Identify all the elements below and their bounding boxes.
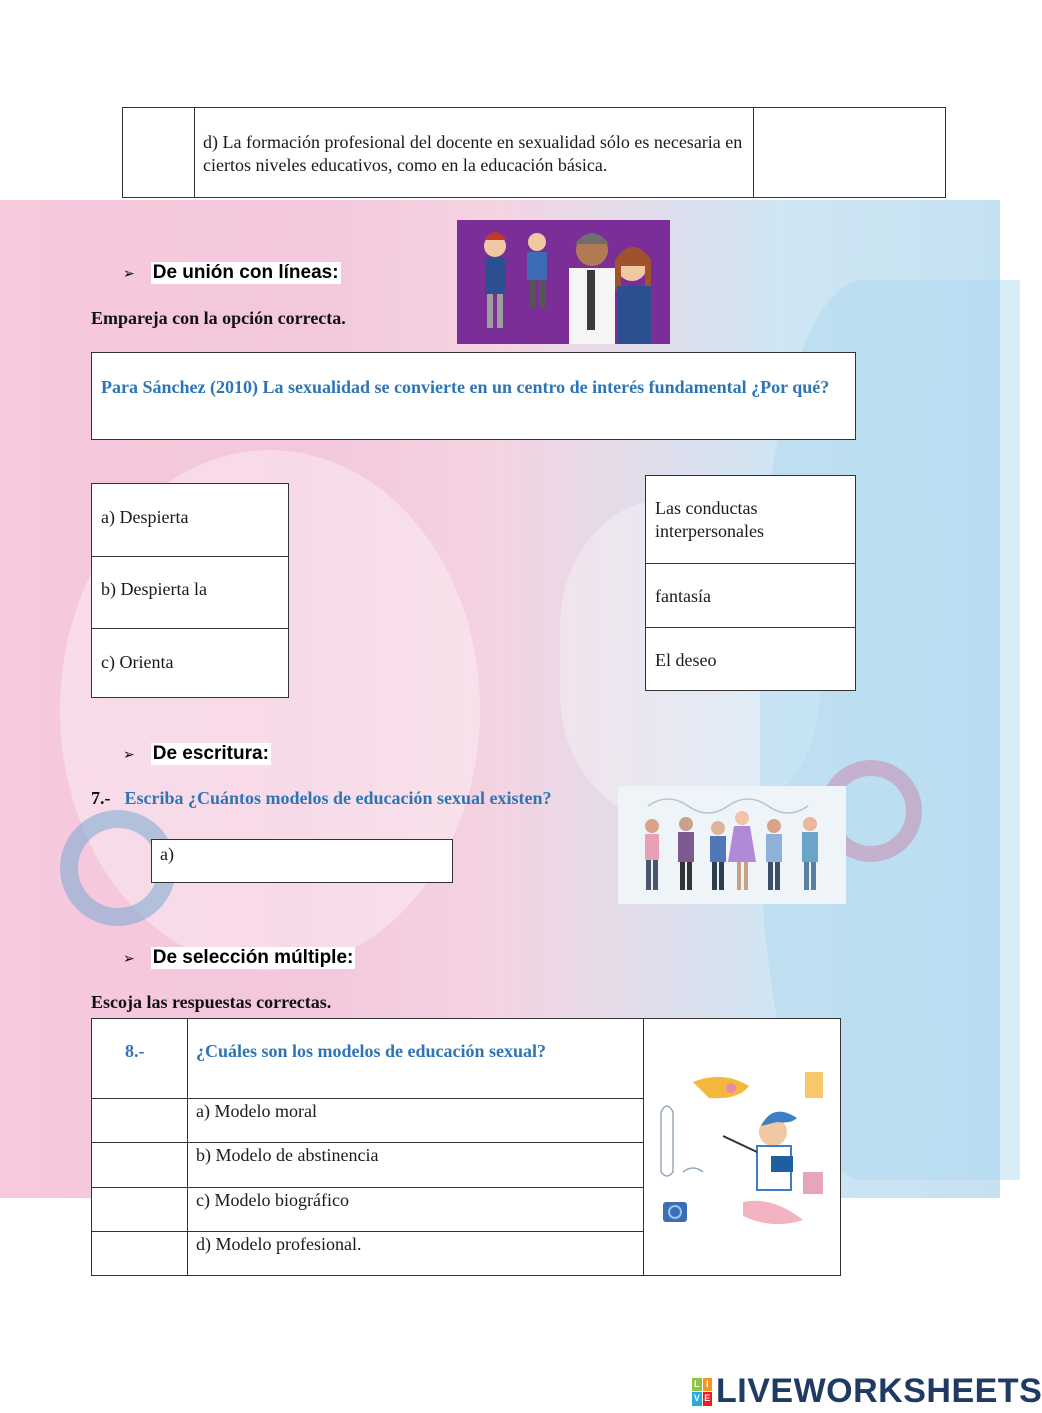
arrow-bullet-icon: ➢ [123,949,135,966]
row-divider [92,556,288,557]
matching-right-item[interactable]: El deseo [655,650,717,670]
matching-instruction: Empareja con la opción correcta. [91,308,346,328]
matching-left-item[interactable]: a) Despierta [101,507,189,527]
section-heading-text: De escritura: [152,743,269,764]
checkbox-cell[interactable] [92,1143,188,1188]
row-divider [92,628,288,629]
matching-left-item[interactable]: b) Despierta la [101,579,207,599]
people-group-illustration [618,786,846,904]
question-cell [188,1019,644,1099]
checkbox-cell[interactable] [92,1232,188,1276]
students-illustration [457,220,670,344]
section-heading-text: De unión con líneas: [152,262,339,283]
matching-right-column [645,475,856,691]
question-7 [91,788,552,809]
option-d-cell [195,108,754,198]
logo-text: LIVEWORKSHEETS [716,1372,1042,1410]
matching-right-item[interactable]: fantasía [655,586,711,606]
question-text: Escriba ¿Cuántos modelos de educación sexual existen? [124,788,552,808]
checkbox-cell[interactable] [92,1099,188,1143]
sex-education-illustration [653,1052,831,1242]
top-question-table [122,107,946,198]
checkbox-cell[interactable] [92,1188,188,1232]
section-heading-escritura [123,743,271,765]
matching-question-text: Para Sánchez (2010) La sexualidad se convierte en un centro de interés fundamental ¿Por qué? [101,377,830,397]
option-text: d) Modelo profesional. [196,1234,362,1254]
option-text: b) Modelo de abstinencia [196,1145,379,1165]
matching-question-box [91,352,856,440]
option-cell[interactable] [188,1232,644,1276]
option-text: a) Modelo moral [196,1101,317,1121]
question-number: 7.- [91,788,111,808]
option-cell[interactable] [188,1188,644,1232]
answer-input-box[interactable] [151,839,453,883]
question-number-cell [92,1019,188,1099]
answer-cell[interactable] [754,108,946,198]
arrow-bullet-icon: ➢ [123,264,135,281]
option-text: c) Modelo biográfico [196,1190,349,1210]
row-divider [646,627,855,628]
option-d-text: d) La formación profesional del docente en sexualidad sólo es necesaria en ciertos niveles educativos, como en la educación básica. [203,132,743,175]
matching-right-item[interactable]: Las conductas interpersonales [655,498,764,541]
option-cell[interactable] [188,1099,644,1143]
section-heading-multiple [123,947,355,969]
option-cell[interactable] [188,1143,644,1188]
illustration-cell [644,1019,841,1276]
logo-badge-icon: L I V E [692,1378,712,1406]
row-divider [646,563,855,564]
checkbox-cell[interactable] [123,108,195,198]
matching-left-column [91,483,289,698]
section-heading-union [123,262,341,284]
section-heading-text: De selección múltiple: [152,947,354,968]
matching-left-item[interactable]: c) Orienta [101,652,174,672]
arrow-bullet-icon: ➢ [123,745,135,762]
multiple-choice-table [91,1018,841,1276]
question-number: 8.- [125,1041,145,1061]
question-text: ¿Cuáles son los modelos de educación sexual? [196,1041,547,1061]
liveworksheets-logo [692,1372,1042,1411]
answer-label: a) [160,844,174,864]
multiple-instruction: Escoja las respuestas correctas. [91,992,332,1012]
